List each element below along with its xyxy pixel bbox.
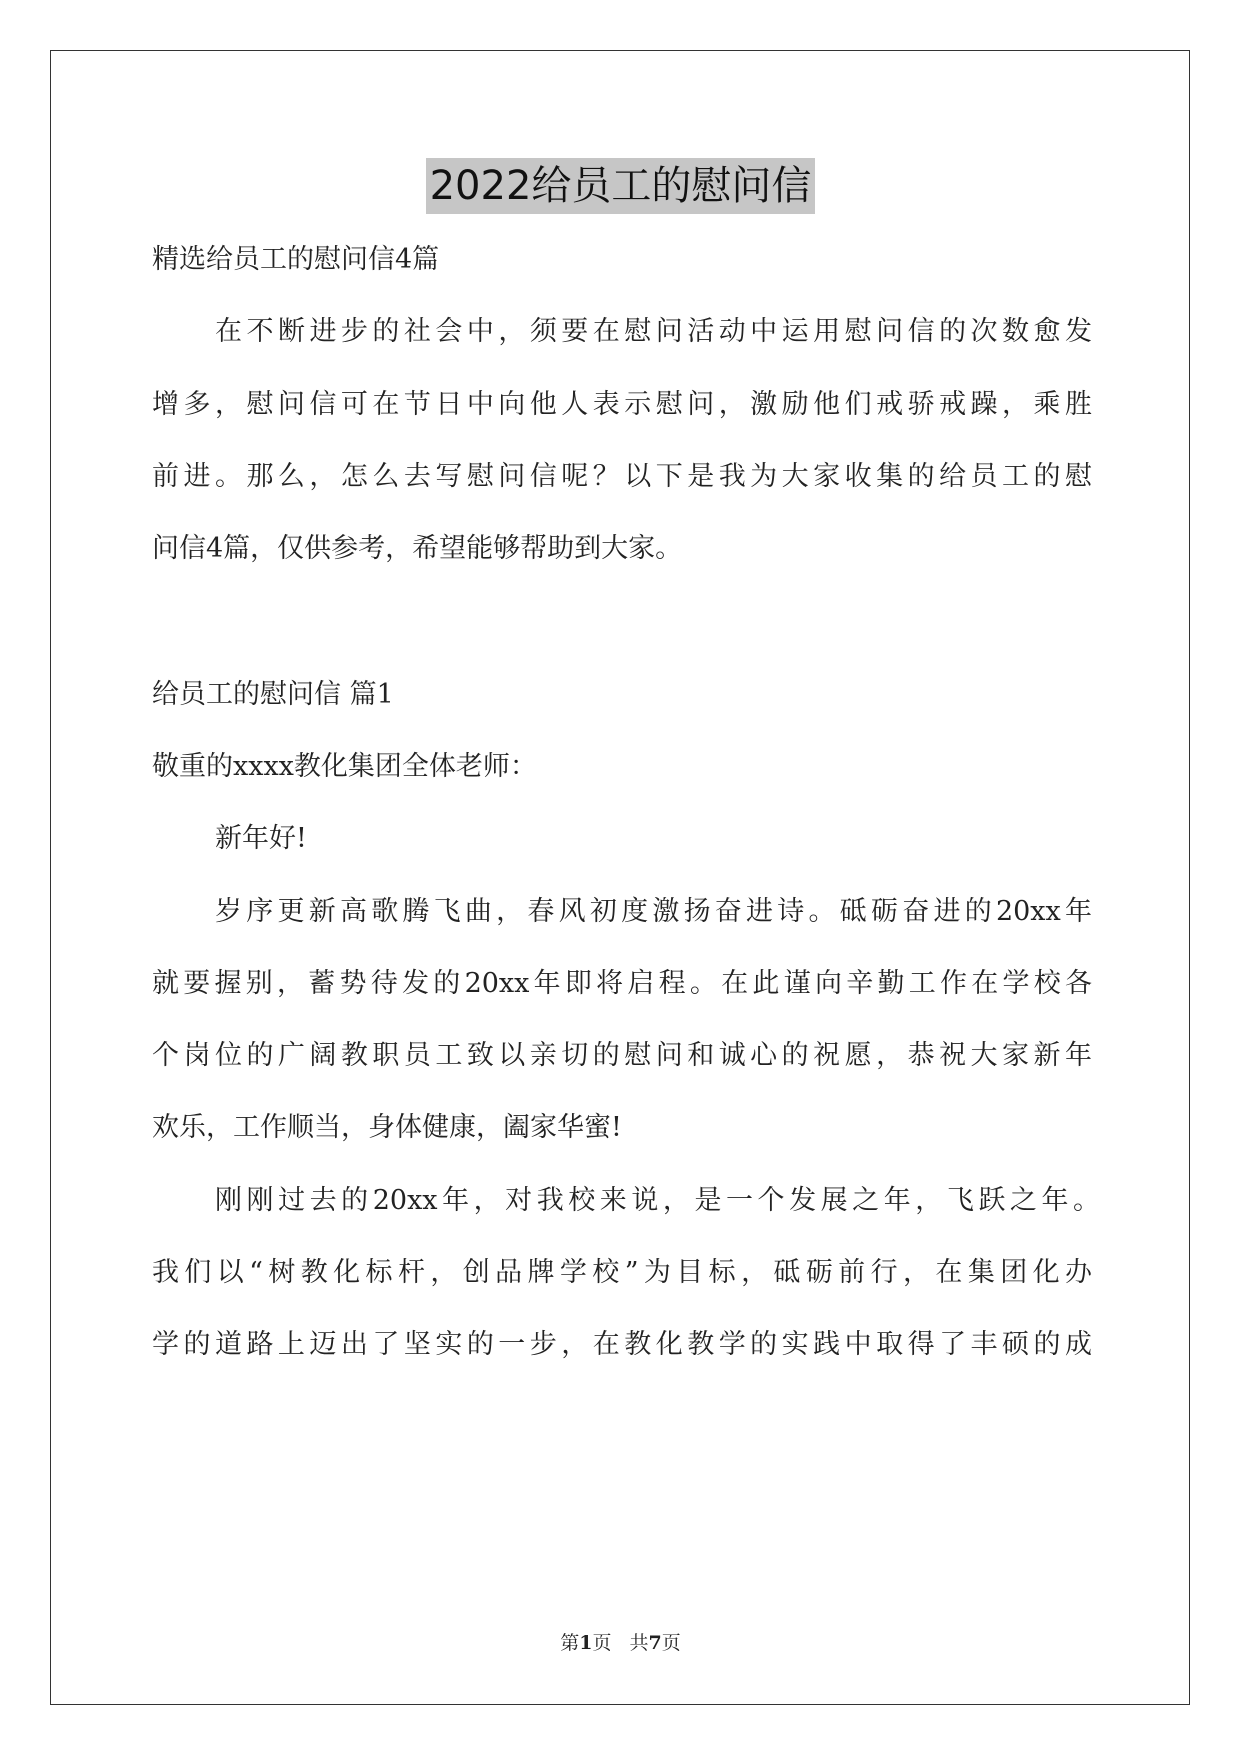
paragraph-line: 就要握别，蓄势待发的20xx年即将启程。在此谨向辛勤工作在学校各 <box>152 968 1092 999</box>
page-prefix: 第 <box>560 1632 580 1654</box>
total-prefix: 共 <box>629 1632 649 1654</box>
title-container <box>0 158 1241 214</box>
paragraph-line: 刚刚过去的20xx年，对我校来说，是一个发展之年，飞跃之年。 <box>215 1185 1100 1216</box>
page-footer <box>0 1630 1241 1656</box>
paragraph-line: 我们以“树教化标杆，创品牌学校”为目标，砥砺前行，在集团化办 <box>152 1257 1092 1288</box>
page-total: 7 <box>648 1632 662 1654</box>
paragraph-line: 个岗位的广阔教职员工致以亲切的慰问和诚心的祝愿，恭祝大家新年 <box>152 1040 1092 1071</box>
total-suffix: 页 <box>661 1632 681 1654</box>
intro-line: 问信4篇，仅供参考，希望能够帮助到大家。 <box>152 533 683 564</box>
intro-line: 在不断进步的社会中，须要在慰问活动中运用慰问信的次数愈发 <box>215 316 1092 347</box>
intro-line: 增多，慰问信可在节日中向他人表示慰问，激励他们戒骄戒躁，乘胜 <box>152 389 1092 420</box>
subtitle: 精选给员工的慰问信4篇 <box>152 244 440 275</box>
paragraph-line: 学的道路上迈出了坚实的一步，在教化教学的实践中取得了丰硕的成 <box>152 1329 1092 1360</box>
intro-line: 前进。那么，怎么去写慰问信呢？以下是我为大家收集的给员工的慰 <box>152 461 1092 492</box>
document-title: 2022给员工的慰问信 <box>426 158 816 214</box>
section-heading: 给员工的慰问信 篇1 <box>152 679 394 710</box>
greeting: 新年好! <box>215 823 307 854</box>
page-current: 1 <box>579 1632 593 1654</box>
paragraph-line: 欢乐，工作顺当，身体健康，阖家华蜜! <box>152 1112 622 1143</box>
page-suffix: 页 <box>592 1632 612 1654</box>
paragraph-line: 岁序更新高歌腾飞曲，春风初度激扬奋进诗。砥砺奋进的20xx年 <box>215 896 1092 927</box>
salutation: 敬重的xxxx教化集团全体老师： <box>152 751 537 782</box>
page-border <box>50 50 1190 1705</box>
